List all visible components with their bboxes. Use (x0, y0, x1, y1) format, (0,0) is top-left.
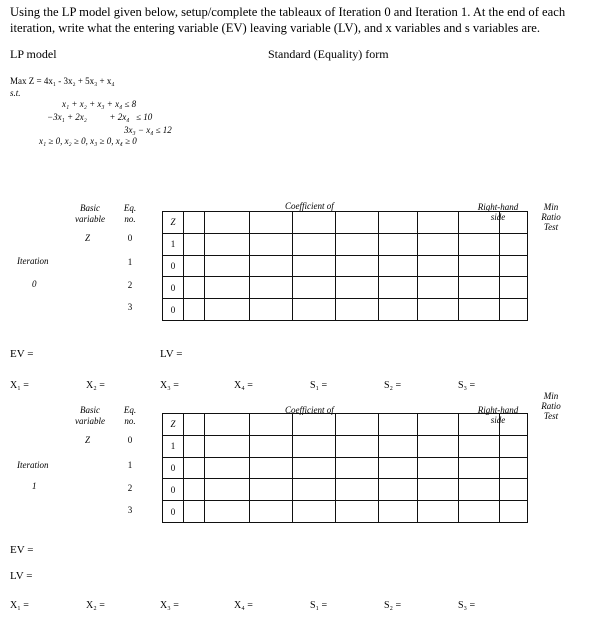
basic-z-label: Z (85, 435, 91, 445)
constraint-2: −3x₁ + 2x₂ + 2x₄ ≤ 10 (47, 112, 153, 122)
x4-answer-iteration-1: X₄ = (234, 600, 253, 611)
subject-to-label: s.t. (10, 88, 21, 98)
eq-no-header: Eq. no. (123, 203, 137, 224)
z-column-header: Z (170, 419, 176, 430)
eq-number-3: 3 (127, 505, 133, 515)
x1-answer-iteration-1: X₁ = (10, 600, 29, 611)
x4-answer-iteration-0: X₄ = (234, 380, 253, 391)
z-coefficient-row-2: 0 (170, 484, 176, 495)
lv-answer-iteration-1: LV = (10, 570, 33, 582)
x2-answer-iteration-0: X₂ = (86, 380, 105, 391)
z-column-header: Z (170, 217, 176, 228)
min-ratio-header: Min Ratio Test (541, 391, 561, 421)
iteration-label: Iteration (17, 460, 49, 470)
z-coefficient-row-0: 1 (170, 239, 176, 250)
eq-number-0: 0 (127, 435, 133, 445)
constraint-3: 3x₃ − x₄ ≤ 12 (124, 125, 172, 135)
coefficient-of-header: Coefficient of (285, 405, 334, 415)
ev-answer-iteration-0: EV = (10, 348, 34, 360)
tableau-grid (162, 211, 528, 321)
z-coefficient-row-1: 0 (170, 462, 176, 473)
eq-number-3: 3 (127, 302, 133, 312)
z-coefficient-row-0: 1 (170, 441, 176, 452)
z-coefficient-row-3: 0 (170, 506, 176, 517)
eq-number-0: 0 (127, 233, 133, 243)
lv-answer-iteration-0: LV = (160, 348, 183, 360)
eq-number-2: 2 (127, 483, 133, 493)
s3-answer-iteration-1: S₃ = (458, 600, 476, 611)
min-ratio-header: Min Ratio Test (541, 202, 561, 232)
ev-answer-iteration-1: EV = (10, 544, 34, 556)
iteration-label: Iteration (17, 256, 49, 266)
s2-answer-iteration-1: S₂ = (384, 600, 402, 611)
x2-answer-iteration-1: X₂ = (86, 600, 105, 611)
s3-answer-iteration-0: S₃ = (458, 380, 476, 391)
iteration-number: 1 (32, 481, 37, 491)
objective-function: Max Z = 4x₁ - 3x₂ + 5x₃ + x₄ (10, 76, 115, 86)
constraint-1: x₁ + x₂ + x₃ + x₄ ≤ 8 (62, 99, 137, 109)
x1-answer-iteration-0: X₁ = (10, 380, 29, 391)
rhs-header: Right-hand side (477, 405, 519, 425)
eq-number-1: 1 (127, 257, 133, 267)
iteration-number: 0 (32, 279, 37, 289)
x3-answer-iteration-0: X₃ = (160, 380, 179, 391)
rhs-header: Right-hand side (477, 202, 519, 222)
nonnegativity-constraint: x₁ ≥ 0, x₂ ≥ 0, x₃ ≥ 0, x₄ ≥ 0 (39, 136, 137, 146)
basic-z-label: Z (85, 233, 91, 243)
eq-number-2: 2 (127, 280, 133, 290)
z-coefficient-row-1: 0 (170, 260, 176, 271)
s1-answer-iteration-1: S₁ = (310, 600, 328, 611)
eq-no-header: Eq. no. (123, 405, 137, 426)
z-coefficient-row-3: 0 (170, 304, 176, 315)
eq-number-1: 1 (127, 460, 133, 470)
instructions-text: Using the LP model given below, setup/complete the tableaux of Iteration 0 and Iteration 1. At the end of each iteration, write what the entering variable (EV) leaving variable (LV), and x variables and s variables are. (10, 5, 566, 35)
standard-form-heading: Standard (Equality) form (268, 47, 389, 61)
s1-answer-iteration-0: S₁ = (310, 380, 328, 391)
x3-answer-iteration-1: X₃ = (160, 600, 179, 611)
lp-model-heading: LP model (10, 47, 57, 61)
basic-variable-header: Basic variable (75, 203, 105, 224)
z-coefficient-row-2: 0 (170, 282, 176, 293)
s2-answer-iteration-0: S₂ = (384, 380, 402, 391)
basic-variable-header: Basic variable (75, 405, 105, 426)
coefficient-of-header: Coefficient of (285, 201, 334, 211)
tableau-grid (162, 413, 528, 523)
